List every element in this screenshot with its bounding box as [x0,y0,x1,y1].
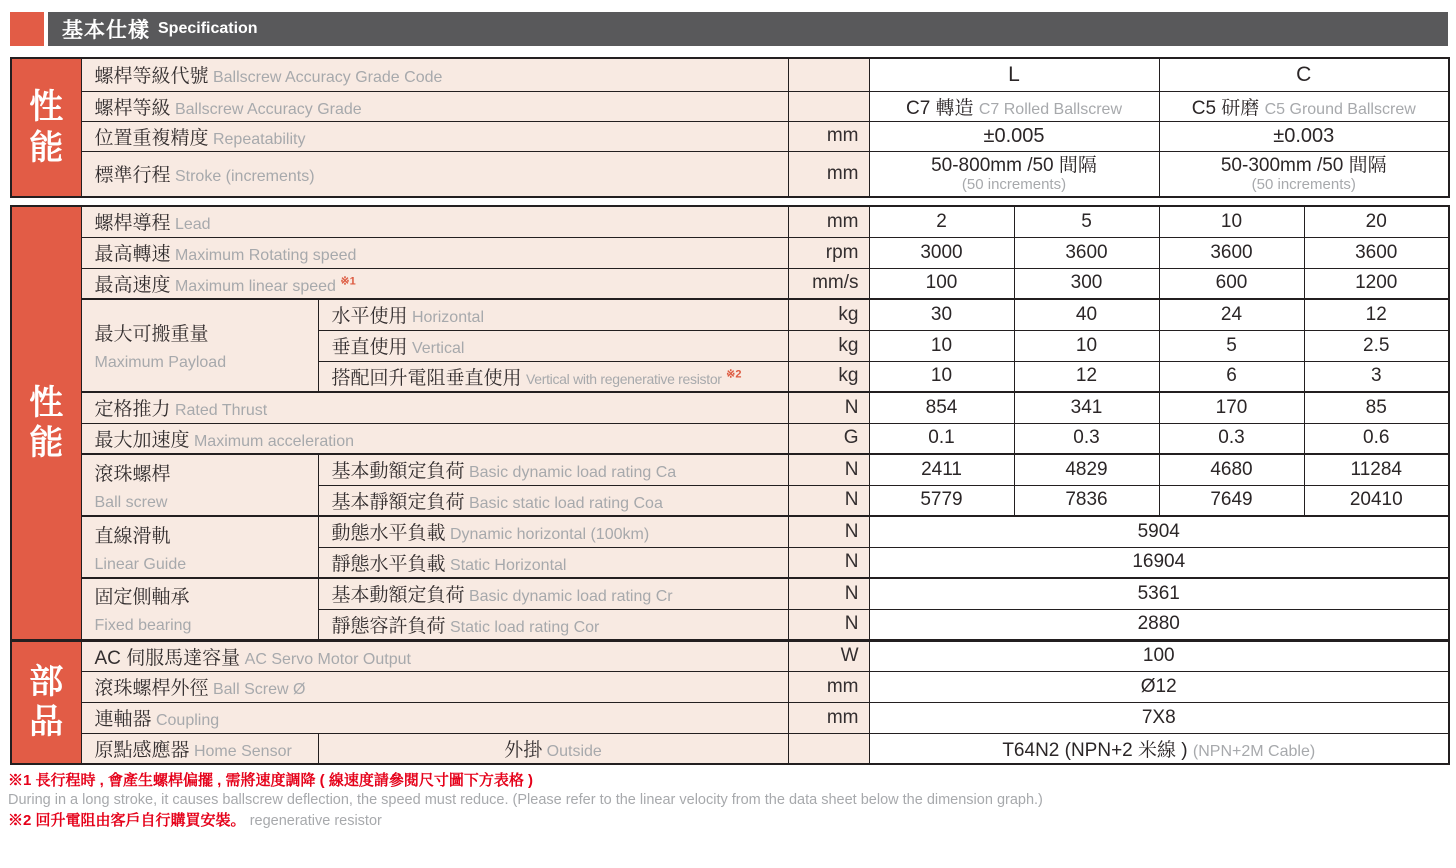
value-cell: 12 [1304,299,1449,330]
unit-cell: mm/s [788,268,869,299]
unit-cell: G [788,423,869,454]
value-cell: 11284 [1304,454,1449,485]
row-label: 位置重複精度 Repeatability [81,121,788,151]
value-cell: 5904 [869,516,1449,547]
row-label: 靜態容許負荷 Static load rating Cor [318,609,788,640]
group-label-payload: 最大可搬重量 Maximum Payload [81,299,318,392]
footnote-2 [8,811,1456,832]
row-label: 最大加速度 Maximum acceleration [81,423,788,454]
unit-cell: rpm [788,237,869,268]
row-label: 動態水平負載 Dynamic horizontal (100km) [318,516,788,547]
table-row [11,454,1449,485]
table-row [11,733,1449,764]
unit-cell: N [788,547,869,578]
value-cell: 10 [869,361,1014,392]
value-cell: 12 [1014,361,1159,392]
unit-cell: kg [788,330,869,361]
table-row [11,91,1449,121]
unit-cell [788,58,869,91]
unit-cell: kg [788,361,869,392]
value-cell: 170 [1159,392,1304,423]
table-row [11,671,1449,702]
side-label-parts: 部品 [11,640,81,764]
row-label: 最高速度 Maximum linear speed $^{※1}$ [81,268,788,299]
table-row [11,423,1449,454]
value-cell: 0.3 [1159,423,1304,454]
row-label: 滾珠螺桿外徑 Ball Screw Ø [81,671,788,702]
value-cell: T64N2 (NPN+2 米線 ) (NPN+2M Cable) [869,733,1449,764]
row-label: 螺桿導程 Lead [81,206,788,237]
value-cell: 30 [869,299,1014,330]
value-cell: 7X8 [869,702,1449,733]
value-cell: 16904 [869,547,1449,578]
group-label-ballscrew: 滾珠螺桿 Ball screw [81,454,318,516]
unit-cell: mm [788,121,869,151]
value-cell: 50-800mm /50 間隔 (50 increments) [869,151,1159,197]
value-cell: 5 [1014,206,1159,237]
table-row [11,151,1449,197]
section-header [10,12,1448,46]
table-row [11,268,1449,299]
value-cell: 0.3 [1014,423,1159,454]
row-label: 基本靜額定負荷 Basic static load rating Coa [318,485,788,516]
value-cell: Ø12 [869,671,1449,702]
unit-cell: N [788,454,869,485]
table-row [11,121,1449,151]
row-label: 靜態水平負載 Static Horizontal [318,547,788,578]
value-cell: 341 [1014,392,1159,423]
value-cell: 7649 [1159,485,1304,516]
row-label: 基本動額定負荷 Basic dynamic load rating Cr [318,578,788,609]
unit-cell: N [788,609,869,640]
row-label: 搭配回升電阻垂直使用 Vertical with regenerative resistor $^{※2}$ [318,361,788,392]
value-cell: 2.5 [1304,330,1449,361]
value-cell: 20410 [1304,485,1449,516]
value-cell: 5361 [869,578,1449,609]
unit-cell: mm [788,671,869,702]
unit-cell: kg [788,299,869,330]
unit-cell: N [788,578,869,609]
page-title-zh: 基本仕樣 [62,19,150,42]
row-label: 螺桿等級代號 Ballscrew Accuracy Grade Code [81,58,788,91]
footnote-1-en: During in a long stroke, it causes ballscrew deflection, the speed must reduce. (Please refer to the linear velocity from the data sheet below the dimension graph.) [8,792,1043,809]
footnotes [8,771,1456,831]
row-label: 定格推力 Rated Thrust [81,392,788,423]
page-title-en: Specification [158,20,258,37]
value-cell: 85 [1304,392,1449,423]
spec-table-top [10,57,1450,198]
unit-cell: N [788,516,869,547]
group-label-fixed-bearing: 固定側軸承 Fixed bearing [81,578,318,640]
value-cell: 1200 [1304,268,1449,299]
table-row [11,237,1449,268]
value-cell: 2 [869,206,1014,237]
value-cell: 4680 [1159,454,1304,485]
value-cell: ±0.003 [1159,121,1449,151]
side-label-performance-top: 性能 [11,58,81,197]
footnote-ref-1: ※1 [340,275,356,288]
value-cell: 100 [869,268,1014,299]
row-label: 原點感應器 Home Sensor [81,733,318,764]
footnote-2-zh: ※2 回升電阻由客戶自行購買安裝。 [8,811,246,829]
value-cell: 100 [869,640,1449,671]
value-cell: 7836 [1014,485,1159,516]
unit-cell: mm [788,702,869,733]
value-cell: 10 [869,330,1014,361]
value-cell: 0.6 [1304,423,1449,454]
unit-cell: mm [788,206,869,237]
table-row [11,578,1449,609]
value-cell: 24 [1159,299,1304,330]
table-row [11,392,1449,423]
sensor-mount-cell: 外掛 Outside [318,733,788,764]
table-row [11,516,1449,547]
table-row [11,206,1449,237]
value-cell: 3 [1304,361,1449,392]
row-label: 水平使用 Horizontal [318,299,788,330]
value-cell: 854 [869,392,1014,423]
footnote-2-en: regenerative resistor [249,812,382,829]
col-header-C: C [1159,58,1449,91]
value-cell: ±0.005 [869,121,1159,151]
row-label: 螺桿等級 Ballscrew Accuracy Grade [81,91,788,121]
value-cell: 50-300mm /50 間隔 (50 increments) [1159,151,1449,197]
value-cell: 40 [1014,299,1159,330]
row-label: 基本動額定負荷 Basic dynamic load rating Ca [318,454,788,485]
table-row [11,640,1449,671]
spec-table-main [10,205,1450,765]
footnote-1-zh: ※1 長行程時 , 會產生螺桿偏擺 , 需將速度調降 ( 線速度請參閱尺寸圖下方表格 ) [8,772,534,789]
value-cell: 300 [1014,268,1159,299]
value-cell: 10 [1159,206,1304,237]
table-row [11,58,1449,91]
unit-cell: N [788,392,869,423]
row-label: 標準行程 Stroke (increments) [81,151,788,197]
row-label: 連軸器 Coupling [81,702,788,733]
unit-cell: W [788,640,869,671]
value-cell: 3600 [1304,237,1449,268]
footnote-ref-2: ※2 [726,368,742,381]
side-label-performance: 性能 [11,206,81,640]
col-header-L: L [869,58,1159,91]
row-label: 垂直使用 Vertical [318,330,788,361]
value-cell: 5779 [869,485,1014,516]
group-label-linear-guide: 直線滑軌 Linear Guide [81,516,318,578]
value-cell: 6 [1159,361,1304,392]
accent-square [10,12,44,46]
value-cell: 0.1 [869,423,1014,454]
value-cell: 3600 [1014,237,1159,268]
value-cell: 600 [1159,268,1304,299]
table-row [11,702,1449,733]
value-cell: 5 [1159,330,1304,361]
table-row [11,299,1449,330]
value-cell: C7 轉造 C7 Rolled Ballscrew [869,91,1159,121]
value-cell: 10 [1014,330,1159,361]
row-label: 最高轉速 Maximum Rotating speed [81,237,788,268]
unit-cell: N [788,485,869,516]
unit-cell: mm [788,151,869,197]
unit-cell [788,91,869,121]
value-cell: 4829 [1014,454,1159,485]
value-cell: 3000 [869,237,1014,268]
value-cell: C5 研磨 C5 Ground Ballscrew [1159,91,1449,121]
value-cell: 20 [1304,206,1449,237]
value-cell: 2880 [869,609,1449,640]
unit-cell [788,733,869,764]
row-label: AC 伺服馬達容量 AC Servo Motor Output [81,640,788,671]
value-cell: 2411 [869,454,1014,485]
value-cell: 3600 [1159,237,1304,268]
header-bar [48,12,1448,46]
